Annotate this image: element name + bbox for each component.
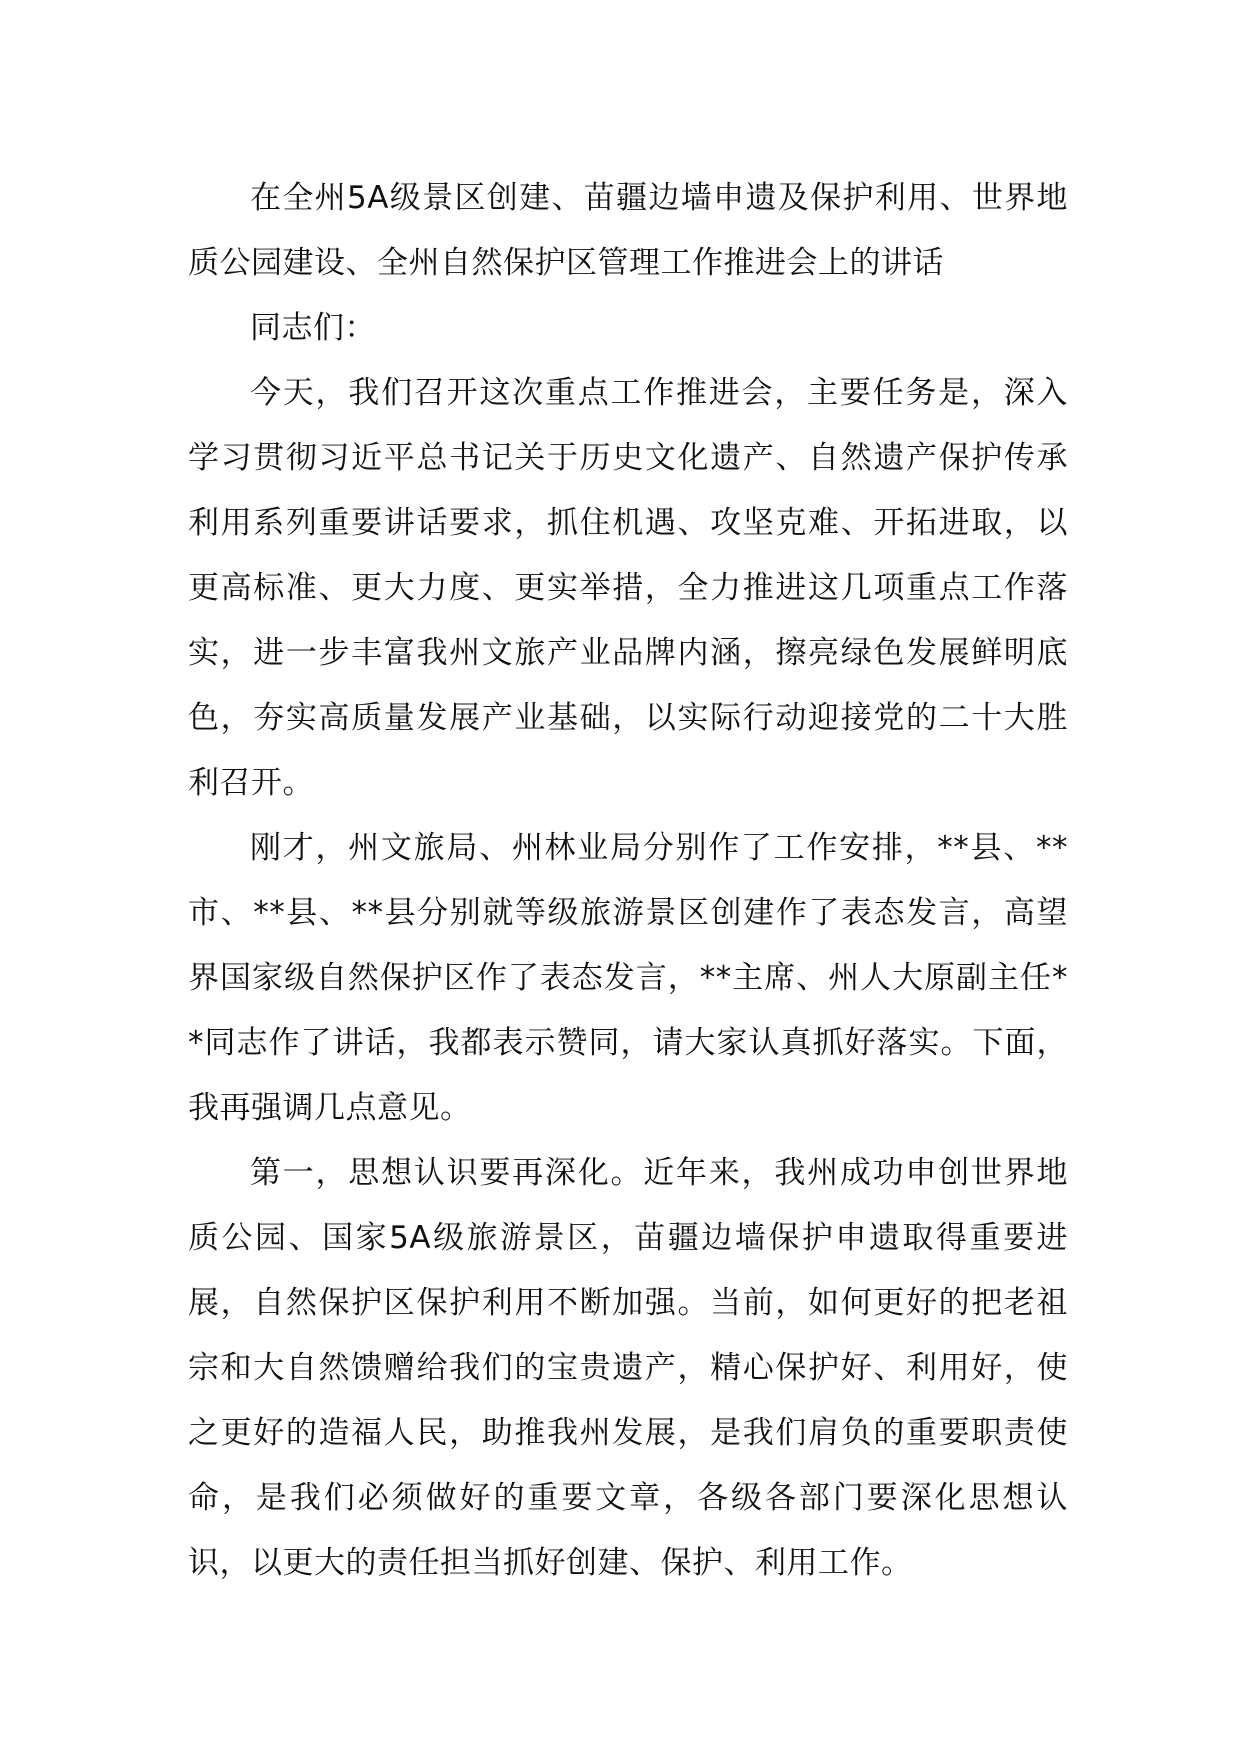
- paragraph-opening: 今天，我们召开这次重点工作推进会，主要任务是，深入学习贯彻习近平总书记关于历史文化遗产、自然遗产保护传承利用系列重要讲话要求，抓住机遇、攻坚克难、开拓进取，以更高标准、更大力度、更实举措，全力推进这几项重点工作落实，进一步丰富我州文旅产业品牌内涵，擦亮绿色发展鲜明底色，夯实高质量发展产业基础，以实际行动迎接党的二十大胜利召开。: [188, 375, 1068, 801]
- salutation: 同志们：: [250, 310, 376, 346]
- document-title: 在全州5A级景区创建、苗疆边墙申遗及保护利用、世界地质公园建设、全州自然保护区管理工作推进会上的讲话: [188, 180, 1068, 281]
- document-body: [188, 166, 1068, 1596]
- paragraph-remarks: 刚才，州文旅局、州林业局分别作了工作安排，**县、**市、**县、**县分别就等级旅游景区创建作了表态发言，高望界国家级自然保护区作了表态发言，**主席、州人大原副主任**同志作了讲话，我都表示赞同，请大家认真抓好落实。下面，我再强调几点意见。: [188, 830, 1068, 1126]
- paragraph-point-one: 第一，思想认识要再深化。近年来，我州成功申创世界地质公园、国家5A级旅游景区，苗疆边墙保护申遗取得重要进展，自然保护区保护利用不断加强。当前，如何更好的把老祖宗和大自然馈赠给我们的宝贵遗产，精心保护好、利用好，使之更好的造福人民，助推我州发展，是我们肩负的重要职责使命，是我们必须做好的重要文章，各级各部门要深化思想认识，以更大的责任担当抓好创建、保护、利用工作。: [188, 1155, 1068, 1581]
